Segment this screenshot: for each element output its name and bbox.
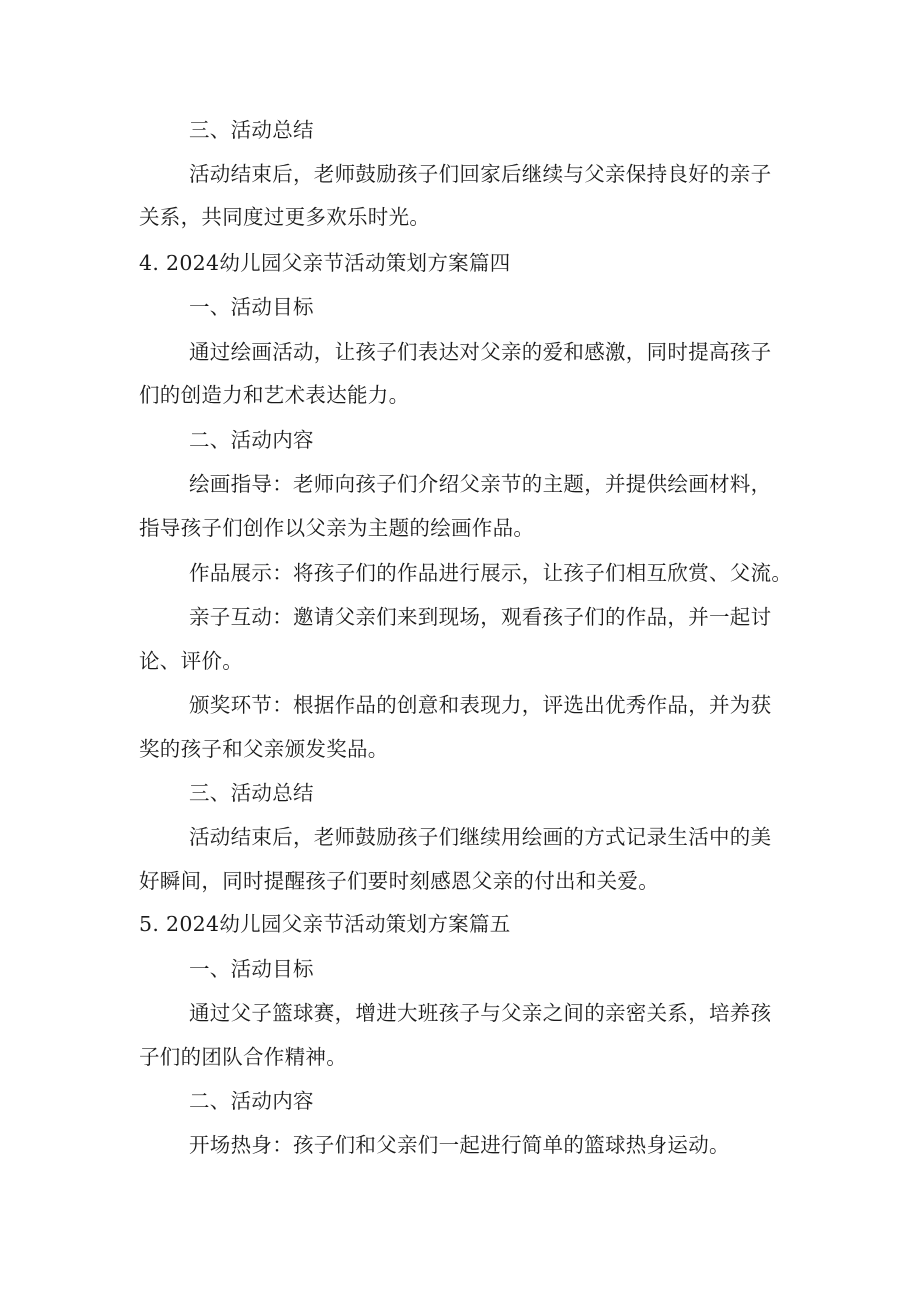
paragraph-line: 论、评价。 xyxy=(139,649,243,673)
section-heading-content: 二、活动内容 xyxy=(189,1089,314,1113)
paragraph-line: 关系，共同度过更多欢乐时光。 xyxy=(139,205,431,229)
paragraph-line: 活动结束后，老师鼓励孩子们回家后继续与父亲保持良好的亲子 xyxy=(189,162,772,186)
paragraph-line: 好瞬间，同时提醒孩子们要时刻感恩父亲的付出和关爱。 xyxy=(139,869,659,893)
paragraph-line: 们的创造力和艺术表达能力。 xyxy=(139,383,410,407)
section-heading-goal: 一、活动目标 xyxy=(189,957,314,981)
section-heading-summary: 三、活动总结 xyxy=(189,781,314,805)
paragraph-line: 绘画指导：老师向孩子们介绍父亲节的主题，并提供绘画材料， xyxy=(189,472,772,496)
paragraph-line: 通过绘画活动，让孩子们表达对父亲的爱和感激，同时提高孩子 xyxy=(189,340,772,364)
plan-title-5: 5. 2024幼儿园父亲节活动策划方案篇五 xyxy=(139,912,511,936)
paragraph-line: 奖的孩子和父亲颁发奖品。 xyxy=(139,737,389,761)
plan-title-4: 4. 2024幼儿园父亲节活动策划方案篇四 xyxy=(139,251,511,275)
paragraph-line: 指导孩子们创作以父亲为主题的绘画作品。 xyxy=(139,516,535,540)
paragraph-line: 作品展示：将孩子们的作品进行展示，让孩子们相互欣赏、父流。 xyxy=(189,561,793,585)
section-heading-summary: 三、活动总结 xyxy=(189,118,314,142)
paragraph-line: 颁奖环节：根据作品的创意和表现力，评选出优秀作品，并为获 xyxy=(189,693,772,717)
section-heading-goal: 一、活动目标 xyxy=(189,295,314,319)
paragraph-line: 活动结束后，老师鼓励孩子们继续用绘画的方式记录生活中的美 xyxy=(189,825,772,849)
paragraph-line: 通过父子篮球赛，增进大班孩子与父亲之间的亲密关系，培养孩 xyxy=(189,1001,772,1025)
paragraph-line: 开场热身：孩子们和父亲们一起进行简单的篮球热身运动。 xyxy=(189,1133,730,1157)
section-heading-content: 二、活动内容 xyxy=(189,428,314,452)
paragraph-line: 子们的团队合作精神。 xyxy=(139,1045,347,1069)
paragraph-line: 亲子互动：邀请父亲们来到现场，观看孩子们的作品，并一起讨 xyxy=(189,605,772,629)
